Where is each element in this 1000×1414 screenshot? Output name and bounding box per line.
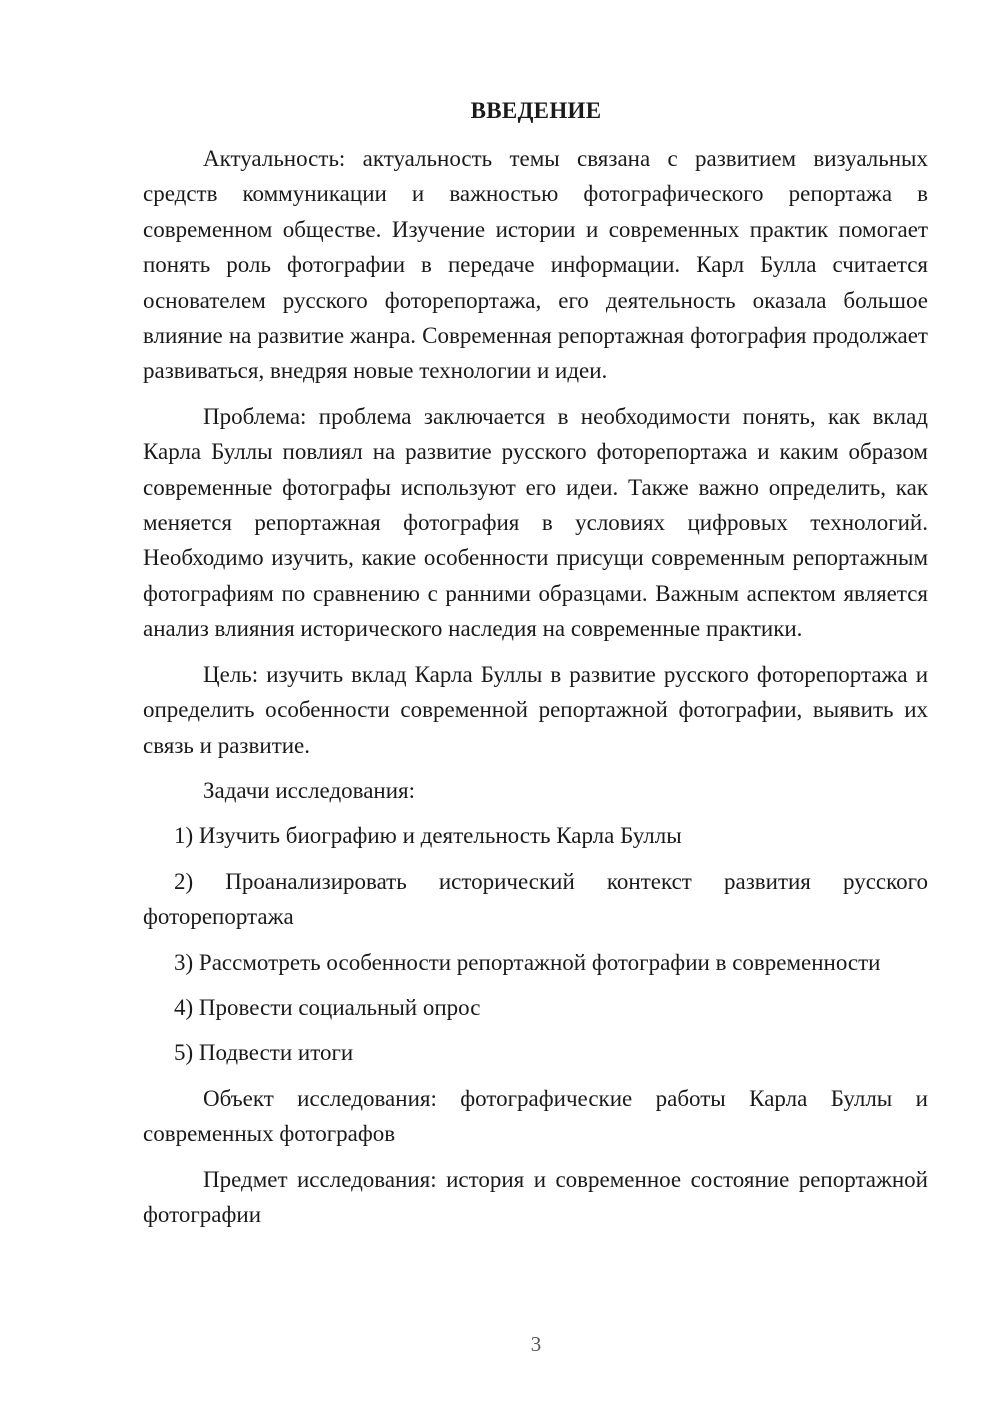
task-item: 1) Изучить биографию и деятельность Карла Буллы <box>174 823 682 849</box>
object-paragraph: Объект исследования: фотографические работы Карла Буллы и современных фотографов <box>143 1085 928 1147</box>
tasks-heading: Задачи исследования: <box>203 777 416 803</box>
relevance-paragraph: Актуальность: актуальность темы связана с развитием визуальных средств коммуникации и важностью фотографического репортажа в современном обществе. Изучение истории и современных практик помогает понять роль фотографии в передаче информации. Карл Булла считается основателем русского фоторепортажа, его деятельность оказала большое влияние на развитие жанра. Современная репортажная фотография продолжает развиваться, внедряя новые технологии и идеи. <box>143 146 928 384</box>
task-item: 5) Подвести итоги <box>174 1040 354 1066</box>
problem-paragraph: Проблема: проблема заключается в необходимости понять, как вклад Карла Буллы повлиял на развитие русского фоторепортажа и каким образом современные фотографы используют его идеи. Также важно определить, как меняется репортажная фотография в условиях цифровых технологий. Необходимо изучить, какие особенности присущи современным репортажным фотографиям по сравнению с ранними образцами. Важным аспектом является анализ влияния исторического наследия на современные практики. <box>143 403 928 642</box>
task-item: 2) Проанализировать исторический контекст развития русского фоторепортажа <box>143 868 928 930</box>
subject-paragraph: Предмет исследования: история и современное состояние репортажной фотографии <box>143 1166 928 1227</box>
body-text <box>143 141 928 1242</box>
page-title: ВВЕДЕНИЕ <box>470 98 602 123</box>
task-item: 4) Провести социальный опрос <box>174 994 481 1020</box>
page-number: 3 <box>530 1332 542 1356</box>
task-item: 3) Рассмотреть особенности репортажной фотографии в современности <box>174 949 881 975</box>
goal-paragraph: Цель: изучить вклад Карла Буллы в развитие русского фоторепортажа и определить особенности современной репортажной фотографии, выявить их связь и развитие. <box>143 661 928 758</box>
